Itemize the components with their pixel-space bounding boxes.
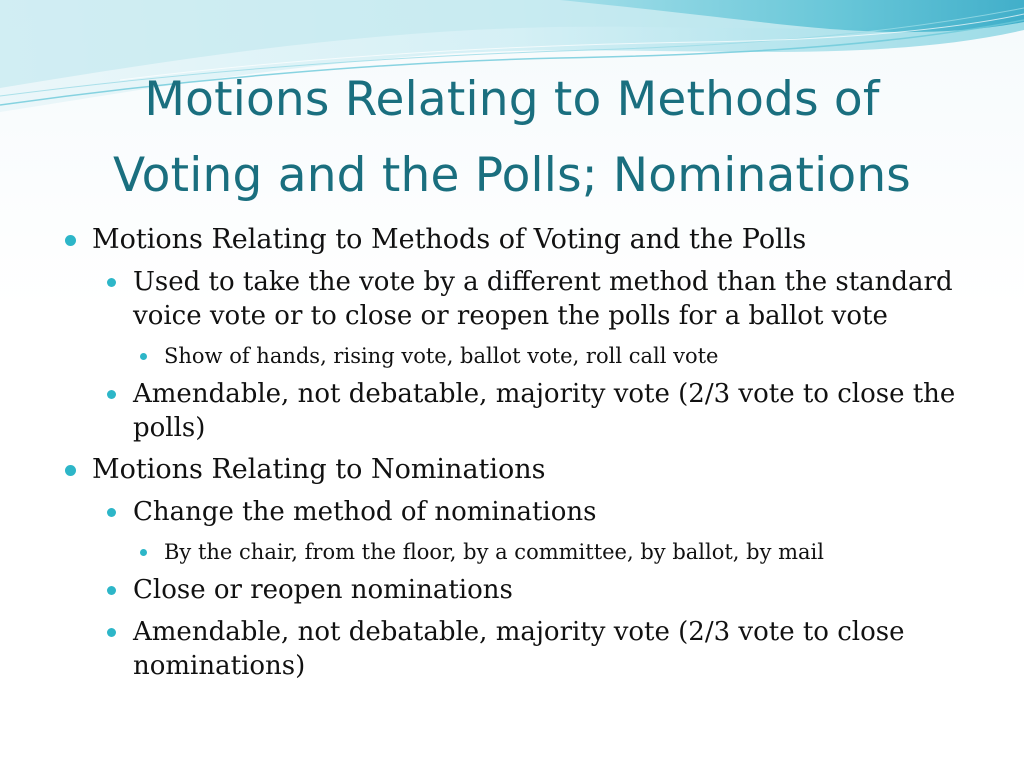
- bullet-item-voting-polls: [62, 223, 982, 257]
- bullet-dot-icon: [107, 390, 116, 399]
- bullet-item-nominations: [62, 453, 982, 487]
- bullet-text: Show of hands, rising vote, ballot vote, roll call vote: [164, 344, 719, 368]
- bullet-dot-icon: [107, 586, 116, 595]
- sub-sub-bullet-item: [137, 341, 982, 371]
- slide-title: [60, 62, 964, 214]
- sub-bullet-item: [104, 615, 982, 683]
- bullet-dot-icon: [107, 278, 116, 287]
- bullet-dot-icon: [140, 549, 147, 556]
- sub-bullet-item: [104, 495, 982, 529]
- bullet-text: Amendable, not debatable, majority vote (2/3 vote to close nominations): [133, 617, 905, 681]
- bullet-text: Used to take the vote by a different method than the standard voice vote or to close or reopen the polls for a ballot vote: [133, 267, 953, 331]
- sub-bullet-item: [104, 265, 982, 333]
- bullet-text: Motions Relating to Methods of Voting and the Polls: [92, 224, 807, 255]
- bullet-text: Close or reopen nominations: [133, 575, 513, 605]
- sub-sub-bullet-item: [137, 537, 982, 567]
- bullet-dot-icon: [65, 235, 76, 246]
- sub-bullet-item: [104, 377, 982, 445]
- bullet-dot-icon: [107, 628, 116, 637]
- sub-bullet-item: [104, 573, 982, 607]
- bullet-text: Change the method of nominations: [133, 497, 597, 527]
- bullet-text: Amendable, not debatable, majority vote (2/3 vote to close the polls): [133, 379, 956, 443]
- bullet-list: [62, 223, 982, 691]
- bullet-dot-icon: [140, 353, 147, 360]
- slide-title-line-1: Motions Relating to Methods of: [144, 72, 880, 127]
- bullet-dot-icon: [107, 508, 116, 517]
- bullet-text: Motions Relating to Nominations: [92, 454, 546, 485]
- bullet-text: By the chair, from the floor, by a committee, by ballot, by mail: [164, 540, 824, 564]
- bullet-dot-icon: [65, 465, 76, 476]
- slide-title-line-2: Voting and the Polls; Nominations: [112, 148, 911, 203]
